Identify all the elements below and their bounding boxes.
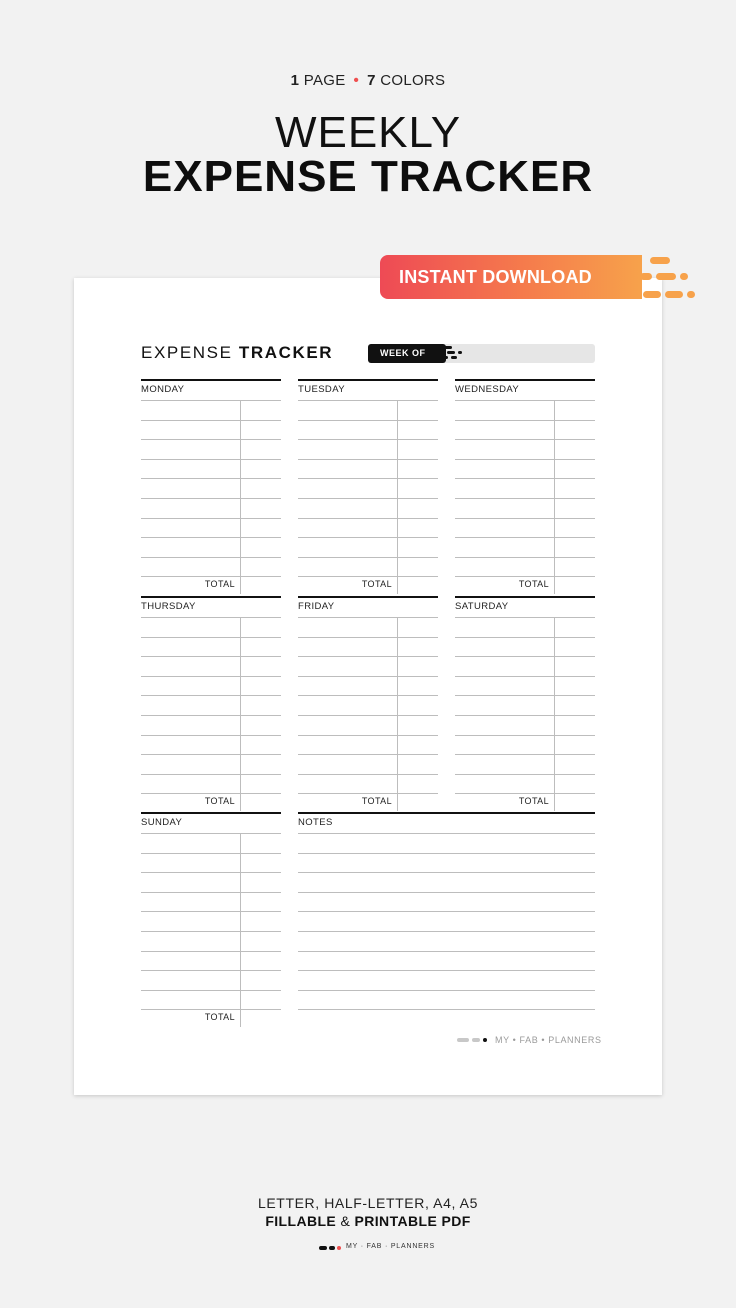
notes-block bbox=[298, 812, 595, 1030]
ruled-line bbox=[455, 518, 595, 519]
ruled-line bbox=[141, 990, 281, 991]
fillable-label: FILLABLE bbox=[265, 1213, 337, 1229]
ruled-line bbox=[141, 754, 281, 755]
day-block-friday bbox=[298, 596, 438, 814]
ruled-line bbox=[141, 774, 281, 775]
ruled-line bbox=[298, 420, 438, 421]
day-block-monday bbox=[141, 379, 281, 597]
ruled-line bbox=[141, 617, 281, 618]
printable-label: PRINTABLE PDF bbox=[354, 1213, 471, 1229]
ruled-line bbox=[455, 676, 595, 677]
day-name: THURSDAY bbox=[141, 601, 196, 612]
day-name: FRIDAY bbox=[298, 601, 335, 612]
ruled-line bbox=[298, 774, 438, 775]
ruled-line bbox=[298, 439, 438, 440]
ruled-line bbox=[141, 931, 281, 932]
ruled-line bbox=[298, 754, 438, 755]
title-weekly: WEEKLY bbox=[274, 108, 462, 157]
ruled-line bbox=[141, 478, 281, 479]
ruled-line bbox=[298, 478, 438, 479]
ruled-line bbox=[141, 637, 281, 638]
total-label: TOTAL bbox=[361, 796, 392, 806]
ruled-line bbox=[141, 833, 281, 834]
ruled-line bbox=[141, 1009, 281, 1010]
ruled-line bbox=[455, 498, 595, 499]
ruled-line bbox=[455, 715, 595, 716]
sheet-title-light: EXPENSE bbox=[141, 343, 233, 362]
ruled-line bbox=[141, 735, 281, 736]
ruled-line bbox=[141, 459, 281, 460]
amount-column-divider bbox=[240, 400, 241, 594]
day-block-wednesday bbox=[455, 379, 595, 597]
ruled-line bbox=[298, 970, 595, 971]
fillable-line bbox=[0, 1213, 736, 1229]
page-count-line bbox=[0, 72, 736, 89]
ruled-line bbox=[298, 498, 438, 499]
ruled-line bbox=[298, 576, 438, 577]
ruled-line bbox=[141, 420, 281, 421]
total-label: TOTAL bbox=[204, 796, 235, 806]
ruled-line bbox=[298, 990, 595, 991]
ruled-line bbox=[298, 656, 438, 657]
ruled-line bbox=[455, 637, 595, 638]
ruled-line bbox=[141, 537, 281, 538]
ruled-line bbox=[298, 931, 595, 932]
total-label: TOTAL bbox=[204, 579, 235, 589]
total-label: TOTAL bbox=[518, 579, 549, 589]
ruled-line bbox=[455, 576, 595, 577]
ruled-line bbox=[141, 911, 281, 912]
ruled-line bbox=[298, 872, 595, 873]
day-name: WEDNESDAY bbox=[455, 384, 520, 395]
colors-label: COLORS bbox=[380, 72, 446, 89]
ruled-line bbox=[141, 576, 281, 577]
ruled-line bbox=[141, 715, 281, 716]
ruled-line bbox=[455, 459, 595, 460]
ruled-line bbox=[141, 656, 281, 657]
colors-count: 7 bbox=[367, 72, 376, 89]
bottom-brand: MY · FAB · PLANNERS bbox=[346, 1243, 435, 1250]
ruled-line bbox=[141, 676, 281, 677]
ruled-line bbox=[141, 518, 281, 519]
ruled-line bbox=[298, 853, 595, 854]
sheet-title-bold: TRACKER bbox=[238, 343, 334, 362]
ruled-line bbox=[298, 537, 438, 538]
ruled-line bbox=[141, 853, 281, 854]
ruled-line bbox=[298, 637, 438, 638]
amount-column-divider bbox=[554, 617, 555, 811]
day-name: SATURDAY bbox=[455, 601, 509, 612]
ruled-line bbox=[455, 478, 595, 479]
day-name: TUESDAY bbox=[298, 384, 345, 395]
ruled-line bbox=[141, 695, 281, 696]
amount-column-divider bbox=[240, 833, 241, 1027]
ruled-line bbox=[298, 833, 595, 834]
ruled-line bbox=[141, 892, 281, 893]
ruled-line bbox=[455, 617, 595, 618]
ruled-line bbox=[455, 695, 595, 696]
ruled-line bbox=[298, 557, 438, 558]
ruled-line bbox=[455, 735, 595, 736]
ruled-line bbox=[298, 695, 438, 696]
ruled-line bbox=[455, 774, 595, 775]
ruled-line bbox=[298, 911, 595, 912]
day-name: MONDAY bbox=[141, 384, 185, 395]
day-name: SUNDAY bbox=[141, 817, 183, 828]
amount-column-divider bbox=[554, 400, 555, 594]
ampersand: & bbox=[340, 1213, 351, 1229]
ruled-line bbox=[298, 951, 595, 952]
ruled-line bbox=[455, 537, 595, 538]
pages-count: 1 bbox=[290, 72, 300, 89]
day-block-sunday bbox=[141, 812, 281, 1030]
ruled-line bbox=[141, 793, 281, 794]
ruled-line bbox=[298, 735, 438, 736]
ruled-line bbox=[298, 459, 438, 460]
total-label: TOTAL bbox=[204, 1012, 235, 1022]
amount-column-divider bbox=[240, 617, 241, 811]
amount-column-divider bbox=[397, 400, 398, 594]
ruled-line bbox=[141, 557, 281, 558]
ruled-line bbox=[298, 1009, 595, 1010]
ruled-line bbox=[141, 951, 281, 952]
ruled-line bbox=[298, 518, 438, 519]
ruled-line bbox=[455, 400, 595, 401]
ruled-line bbox=[298, 892, 595, 893]
ruled-line bbox=[455, 656, 595, 657]
week-of-label: WEEK OF bbox=[380, 348, 426, 358]
day-block-saturday bbox=[455, 596, 595, 814]
day-block-tuesday bbox=[298, 379, 438, 597]
total-label: TOTAL bbox=[518, 796, 549, 806]
ruled-line bbox=[298, 676, 438, 677]
ruled-line bbox=[298, 400, 438, 401]
ruled-line bbox=[141, 400, 281, 401]
ruled-line bbox=[141, 970, 281, 971]
ruled-line bbox=[141, 439, 281, 440]
ruled-line bbox=[298, 793, 438, 794]
total-label: TOTAL bbox=[361, 579, 392, 589]
title-expense-tracker: EXPENSE TRACKER bbox=[142, 152, 594, 201]
ruled-line bbox=[455, 754, 595, 755]
ruled-line bbox=[455, 439, 595, 440]
separator-dot: • bbox=[353, 72, 360, 89]
sheet-title bbox=[141, 343, 333, 363]
ruled-line bbox=[141, 872, 281, 873]
ruled-line bbox=[455, 420, 595, 421]
ruled-line bbox=[298, 715, 438, 716]
ruled-line bbox=[141, 498, 281, 499]
ruled-line bbox=[455, 793, 595, 794]
sheet-brand: MY • FAB • PLANNERS bbox=[495, 1035, 602, 1045]
notes-label: NOTES bbox=[298, 817, 333, 828]
ruled-line bbox=[298, 617, 438, 618]
ruled-line bbox=[455, 557, 595, 558]
amount-column-divider bbox=[397, 617, 398, 811]
pages-label: PAGE bbox=[303, 72, 346, 89]
instant-download-label[interactable]: INSTANT DOWNLOAD bbox=[399, 267, 592, 287]
day-block-thursday bbox=[141, 596, 281, 814]
formats-line: LETTER, HALF-LETTER, A4, A5 bbox=[257, 1195, 479, 1211]
